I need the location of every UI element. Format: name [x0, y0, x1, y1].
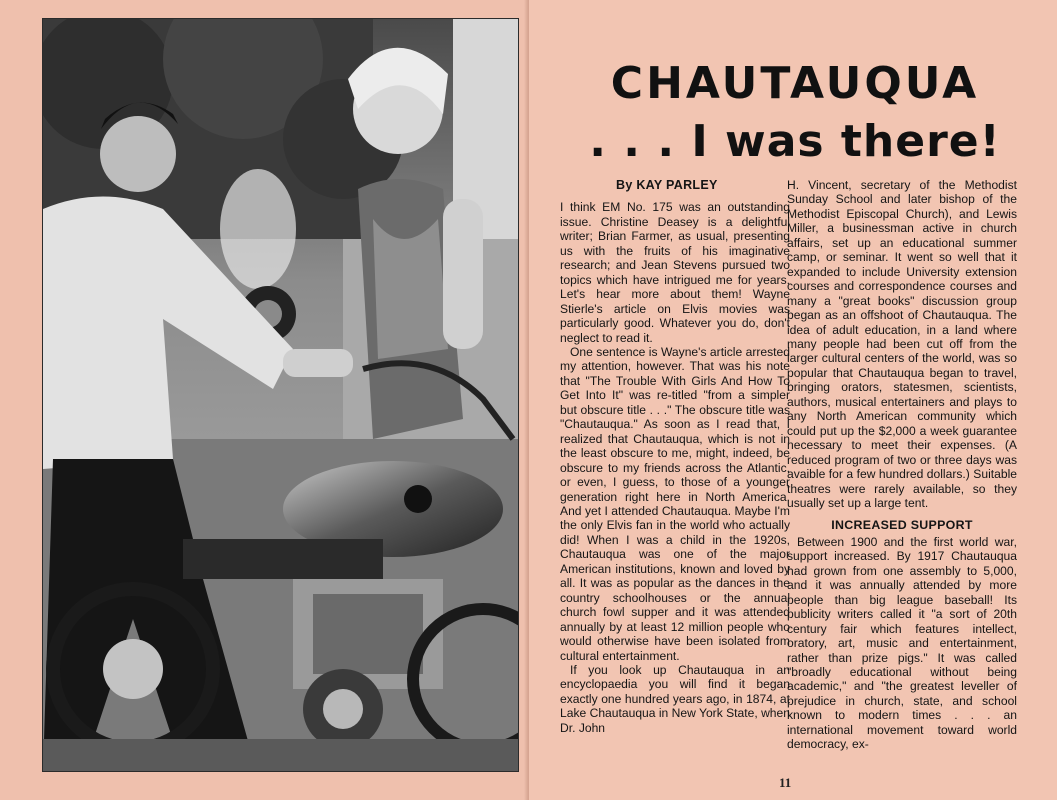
photo-illustration — [43, 19, 518, 771]
page-number: 11 — [779, 775, 792, 790]
article-column-1 — [560, 178, 790, 735]
paragraph-5: Between 1900 and the first world war, support increased. By 1917 Chautauqua had grown from one assembly to 5,000, and it was annually attended by more people than big league baseball! Its publicity writers called it "a sort of 20th century fair which features intellect, oratory, art, music and entertainment, rather than prize pigs." It was called "broadly educational without being academic," and "the greatest leveller of prejudice in church, state, and school known to modern times . . . an international movement toward world democracy, ex- — [787, 534, 1017, 752]
section-subheading: INCREASED SUPPORT — [831, 518, 973, 533]
paragraph-2: One sentence is Wayne's article arrested my attention, however. That was his note that "The Trouble With Girls And How To Get Into It" was re-titled "from a simpler but obscure title . . ." The obscure title was "Chautauqua." As soon as I read that, I realized that Chautauqua, which is not in the least obscure to me, might, indeed, be obscure to my friends across the Atlantic, or even, I guess, to those of a younger generation right here in North America. And yet I attended Chautauqua. Maybe I'm the only Elvis fan in the world who actually did! When I was a child in the 1920s, Chautauqua was one of the major American institutions, known and loved by all. It was as popular as the dances in the country schoolhouses or the annual church fowl supper and it was attended annually by at least 12 million people who would otherwise have been isolated from cultural entertainment. — [560, 344, 790, 663]
byline: By KAY PARLEY — [616, 178, 718, 192]
paragraph-3: If you look up Chautauqua in an encyclopaedia you will find it began exactly one hundred years ago, in 1874, at Lake Chautauqua in New York State, when Dr. John — [560, 662, 790, 735]
article-headline — [560, 58, 1030, 170]
paragraph-1: I think EM No. 175 was an outstanding issue. Christine Deasey is a delightful writer; Brian Farmer, as usual, presenting us with the fruits of his imaginative research; and Jean Stevens pursued two topics which have intrigued me for years. Let's hear more about them! Wayne Stierle's article on Elvis movies was particularly good. Whatever you do, don't neglect to read it. — [560, 200, 790, 345]
elvis-motorcycle-photo — [42, 18, 519, 772]
paragraph-4: H. Vincent, secretary of the Methodist Sunday School and later bishop of the Methodist Episcopal Church), and Lewis Miller, a businessman active in church affairs, set up an educational summer camp, or seminar. It went so well that it expanded to include University extension courses and correspondence courses and many a "great books" discussion group began as an offshoot of Chautauqua. The idea of adult education, in a land where many people had been cut off from the larger cultural centers of the world, was so popular that Chautauqua began to travel, bringing orators, statesmen, scientists, authors, musical entertainers and plays to any North American community which could put up the $2,000 a week guarantee necessary to meet their expenses. (A reduced program of two or three days was avaible for a few hundred dollars.) Suitable theatres were rarely available, so they usually set up a large tent. — [787, 178, 1017, 510]
left-page — [0, 0, 528, 800]
article-column-2 — [787, 178, 1017, 752]
headline-line-2: . . . I was there! — [589, 116, 1001, 167]
headline-line-1: CHAUTAUQUA — [610, 58, 980, 109]
